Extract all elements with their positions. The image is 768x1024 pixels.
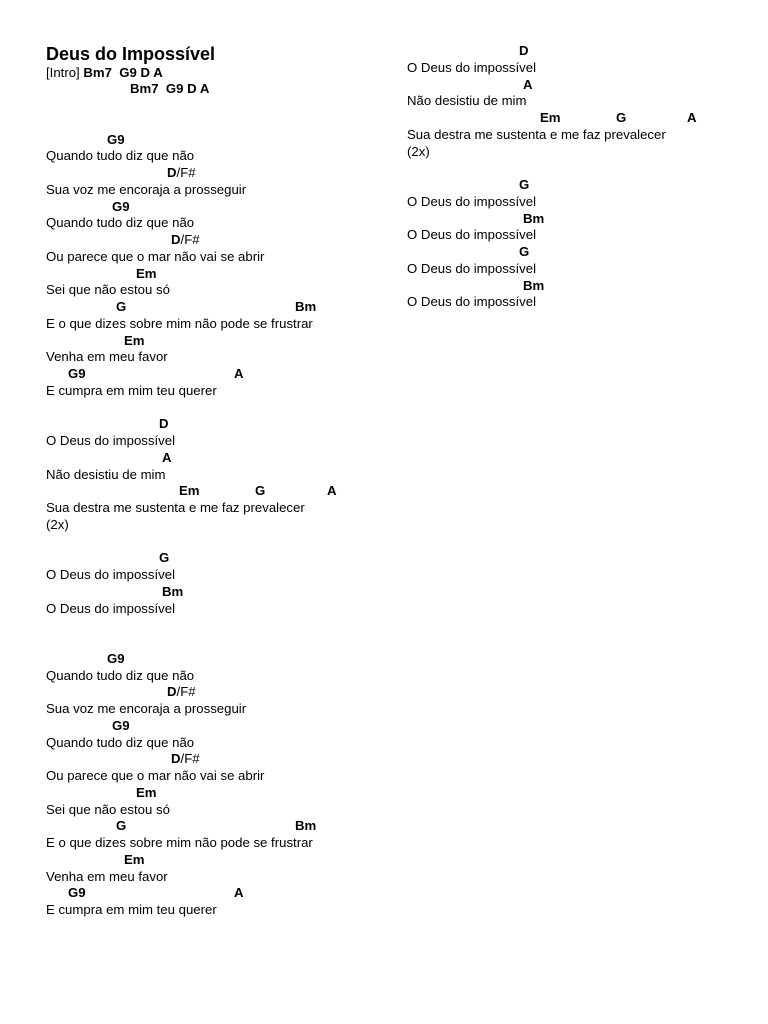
lyric-line: Quando tudo diz que não — [46, 734, 195, 750]
chord: A — [687, 110, 697, 125]
lyric-line: E cumpra em mim teu querer — [46, 382, 217, 398]
lyric-line: O Deus do impossível — [407, 59, 536, 75]
chord-line: Bm — [162, 583, 184, 599]
lyric-line: E cumpra em mim teu querer — [46, 902, 217, 917]
lyric-line: Sua voz me encoraja a prosseguir — [46, 181, 247, 197]
chord-line — [167, 165, 196, 181]
chord-line: G9 — [107, 650, 125, 666]
chord-line: Bm7 G9 D A — [130, 81, 210, 97]
chord: G — [255, 483, 266, 499]
lyric-line: Não desistiu de mim — [407, 93, 527, 109]
chord-line — [46, 885, 376, 901]
lyric-line: E o que dizes sobre mim não pode se frustrar — [46, 315, 313, 331]
lyric-line: Sua destra me sustenta e me faz prevalecer — [46, 500, 305, 515]
chord-line — [407, 110, 737, 126]
chord: Bm7 G9 D A — [83, 64, 163, 80]
chord-bass: /F# — [180, 751, 200, 767]
intro-label: [Intro] — [46, 64, 84, 80]
page-title: Deus do Impossível — [46, 44, 216, 64]
lyric-line: O Deus do impossível — [407, 227, 536, 243]
chord-line: G — [519, 177, 530, 192]
chord-line — [46, 366, 376, 382]
lyric-line: (2x) — [46, 516, 69, 532]
lyric-line: Sua destra me sustenta e me faz prevalecer — [407, 126, 666, 142]
lyric-line: Ou parece que o mar não vai se abrir — [46, 248, 265, 264]
chord: A — [234, 885, 244, 901]
chord-line — [167, 684, 196, 700]
chord-line: Em — [124, 332, 145, 348]
chord: Em — [179, 483, 200, 499]
chord-line — [171, 232, 200, 248]
chord-line: D — [519, 43, 529, 58]
lyric-line: Quando tudo diz que não — [46, 148, 195, 164]
lyric-line: O Deus do impossível — [46, 600, 175, 616]
chord: Em — [540, 110, 561, 125]
chord-line — [46, 299, 376, 315]
lyric-line: Quando tudo diz que não — [46, 215, 195, 231]
chord-line: Em — [136, 265, 157, 281]
lyric-line: O Deus do impossível — [407, 260, 536, 276]
chord-line — [46, 483, 376, 499]
lyric-line: E o que dizes sobre mim não pode se frustrar — [46, 835, 313, 850]
chord-line: G — [159, 550, 170, 566]
chord: D — [171, 751, 181, 767]
chord-line: D — [159, 416, 169, 432]
lyric-line: Sei que não estou só — [46, 801, 170, 817]
chord: G — [116, 299, 127, 314]
chord-line: A — [523, 76, 533, 92]
lyric-line: Quando tudo diz que não — [46, 667, 195, 683]
chord: Bm — [295, 818, 317, 834]
chord: A — [327, 483, 337, 499]
chord: D — [171, 232, 181, 247]
chord: G9 — [68, 366, 86, 381]
chord: D — [167, 684, 177, 700]
chord: D — [167, 165, 177, 180]
chord-line: G — [519, 244, 530, 259]
chord: G — [616, 110, 627, 125]
lyric-line: O Deus do impossível — [46, 567, 175, 582]
chord-line: Em — [124, 851, 145, 867]
chord: Bm — [295, 299, 317, 314]
lyric-line: Não desistiu de mim — [46, 466, 166, 482]
chord-bass: /F# — [180, 232, 200, 247]
chord: G — [116, 818, 127, 834]
lyric-line: Ou parece que o mar não vai se abrir — [46, 768, 265, 783]
chord-line: Bm — [523, 210, 545, 226]
lyric-line: Sei que não estou só — [46, 282, 170, 298]
chord-line — [46, 818, 376, 834]
chord-line: A — [162, 449, 172, 465]
chord-line: G9 — [112, 717, 130, 733]
chord-line: Bm — [523, 277, 545, 293]
lyric-line: Sua voz me encoraja a prosseguir — [46, 701, 247, 716]
lyric-line: Venha em meu favor — [46, 349, 168, 365]
lyric-line: O Deus do impossível — [46, 433, 175, 448]
chord-line — [171, 751, 200, 767]
lyric-line: (2x) — [407, 143, 430, 159]
chord: A — [234, 366, 244, 381]
chord-line: G9 — [107, 131, 125, 147]
intro-line — [46, 65, 163, 81]
chord-line: G9 — [112, 198, 130, 214]
chord-line: Em — [136, 784, 157, 800]
chord-bass: /F# — [176, 165, 196, 180]
lyric-line: Venha em meu favor — [46, 868, 168, 884]
chord: G9 — [68, 885, 86, 901]
chord-bass: /F# — [176, 684, 196, 700]
lyric-line: O Deus do impossível — [407, 193, 536, 209]
lyric-line: O Deus do impossível — [407, 294, 536, 310]
